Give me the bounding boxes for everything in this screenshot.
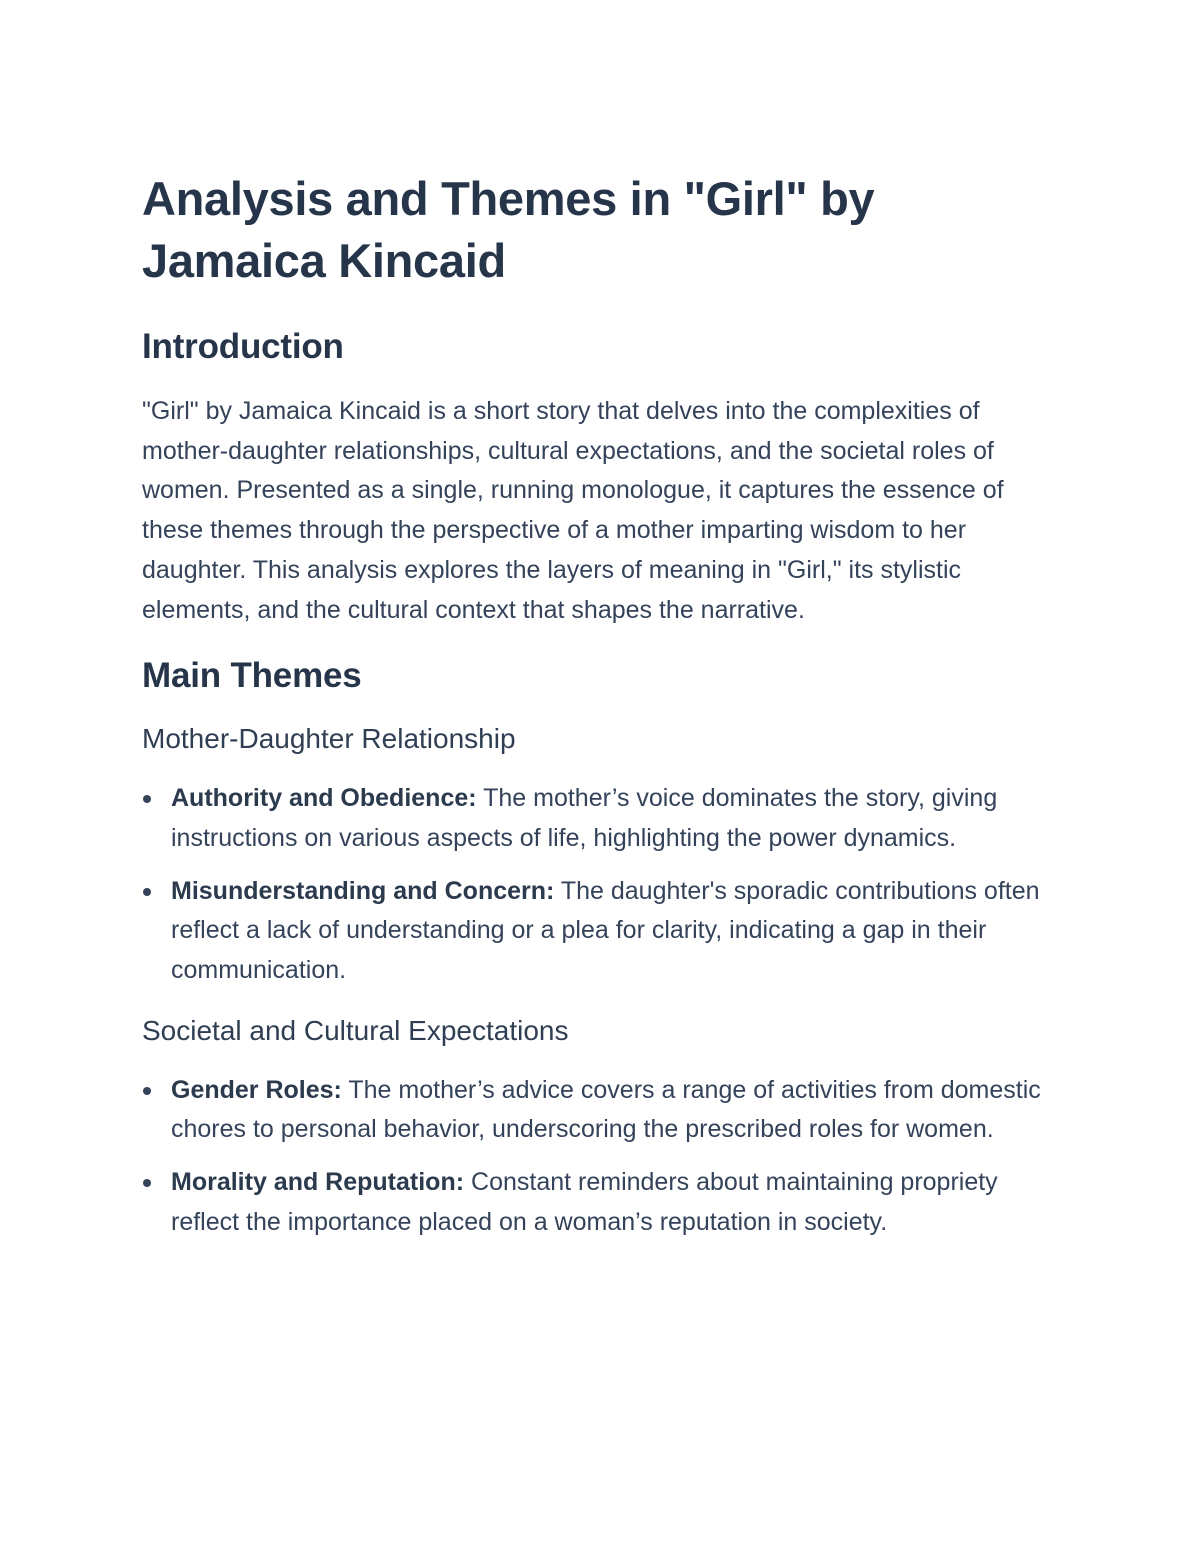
bullet-icon [143,1087,151,1095]
bullet-term: Gender Roles: [171,1075,342,1104]
introduction-heading: Introduction [142,327,344,366]
bullet-text: The daughter's sporadic contributions often reflect a lack of understanding or a plea for clarity, indicating a gap in their communication. [171,876,1040,985]
list-item [142,872,1042,991]
mother-daughter-heading: Mother-Daughter Relationship [142,723,516,755]
bullet-text: The mother’s voice dominates the story, giving instructions on various aspects of life, highlighting the power dynamics. [171,784,998,852]
bullet-term: Morality and Reputation: [171,1168,465,1197]
document-title: Analysis and Themes in "Girl" by Jamaica Kincaid [142,172,875,287]
mother-daughter-list [142,779,1042,991]
bullet-icon [143,1179,151,1187]
list-item [142,1163,1042,1242]
bullet-term: Authority and Obedience: [171,784,477,813]
main-themes-heading: Main Themes [142,656,362,696]
bullet-term: Misunderstanding and Concern: [171,876,555,905]
societal-cultural-heading: Societal and Cultural Expectations [142,1014,569,1046]
bullet-text: Constant reminders about maintaining propriety reflect the importance placed on a woman’s reputation in society. [171,1168,998,1236]
bullet-icon [143,888,151,896]
societal-cultural-list [142,1071,1042,1243]
bullet-text: The mother’s advice covers a range of activities from domestic chores to personal behavior, underscoring the prescribed roles for women. [171,1075,1041,1144]
document-page [142,168,1042,1265]
introduction-paragraph: "Girl" by Jamaica Kincaid is a short story that delves into the complexities of mother-daughter relationships, cultural expectations, and the societal roles of women. Presented as a single, running monologue, it captures the essence of these themes through the perspective of a mother imparting wisdom to her daughter. This analysis explores the layers of meaning in "Girl," its stylistic elements, and the cultural context that shapes the narrative. [142,397,1004,624]
list-item [142,1071,1042,1150]
bullet-icon [143,795,151,803]
list-item [142,779,1042,858]
